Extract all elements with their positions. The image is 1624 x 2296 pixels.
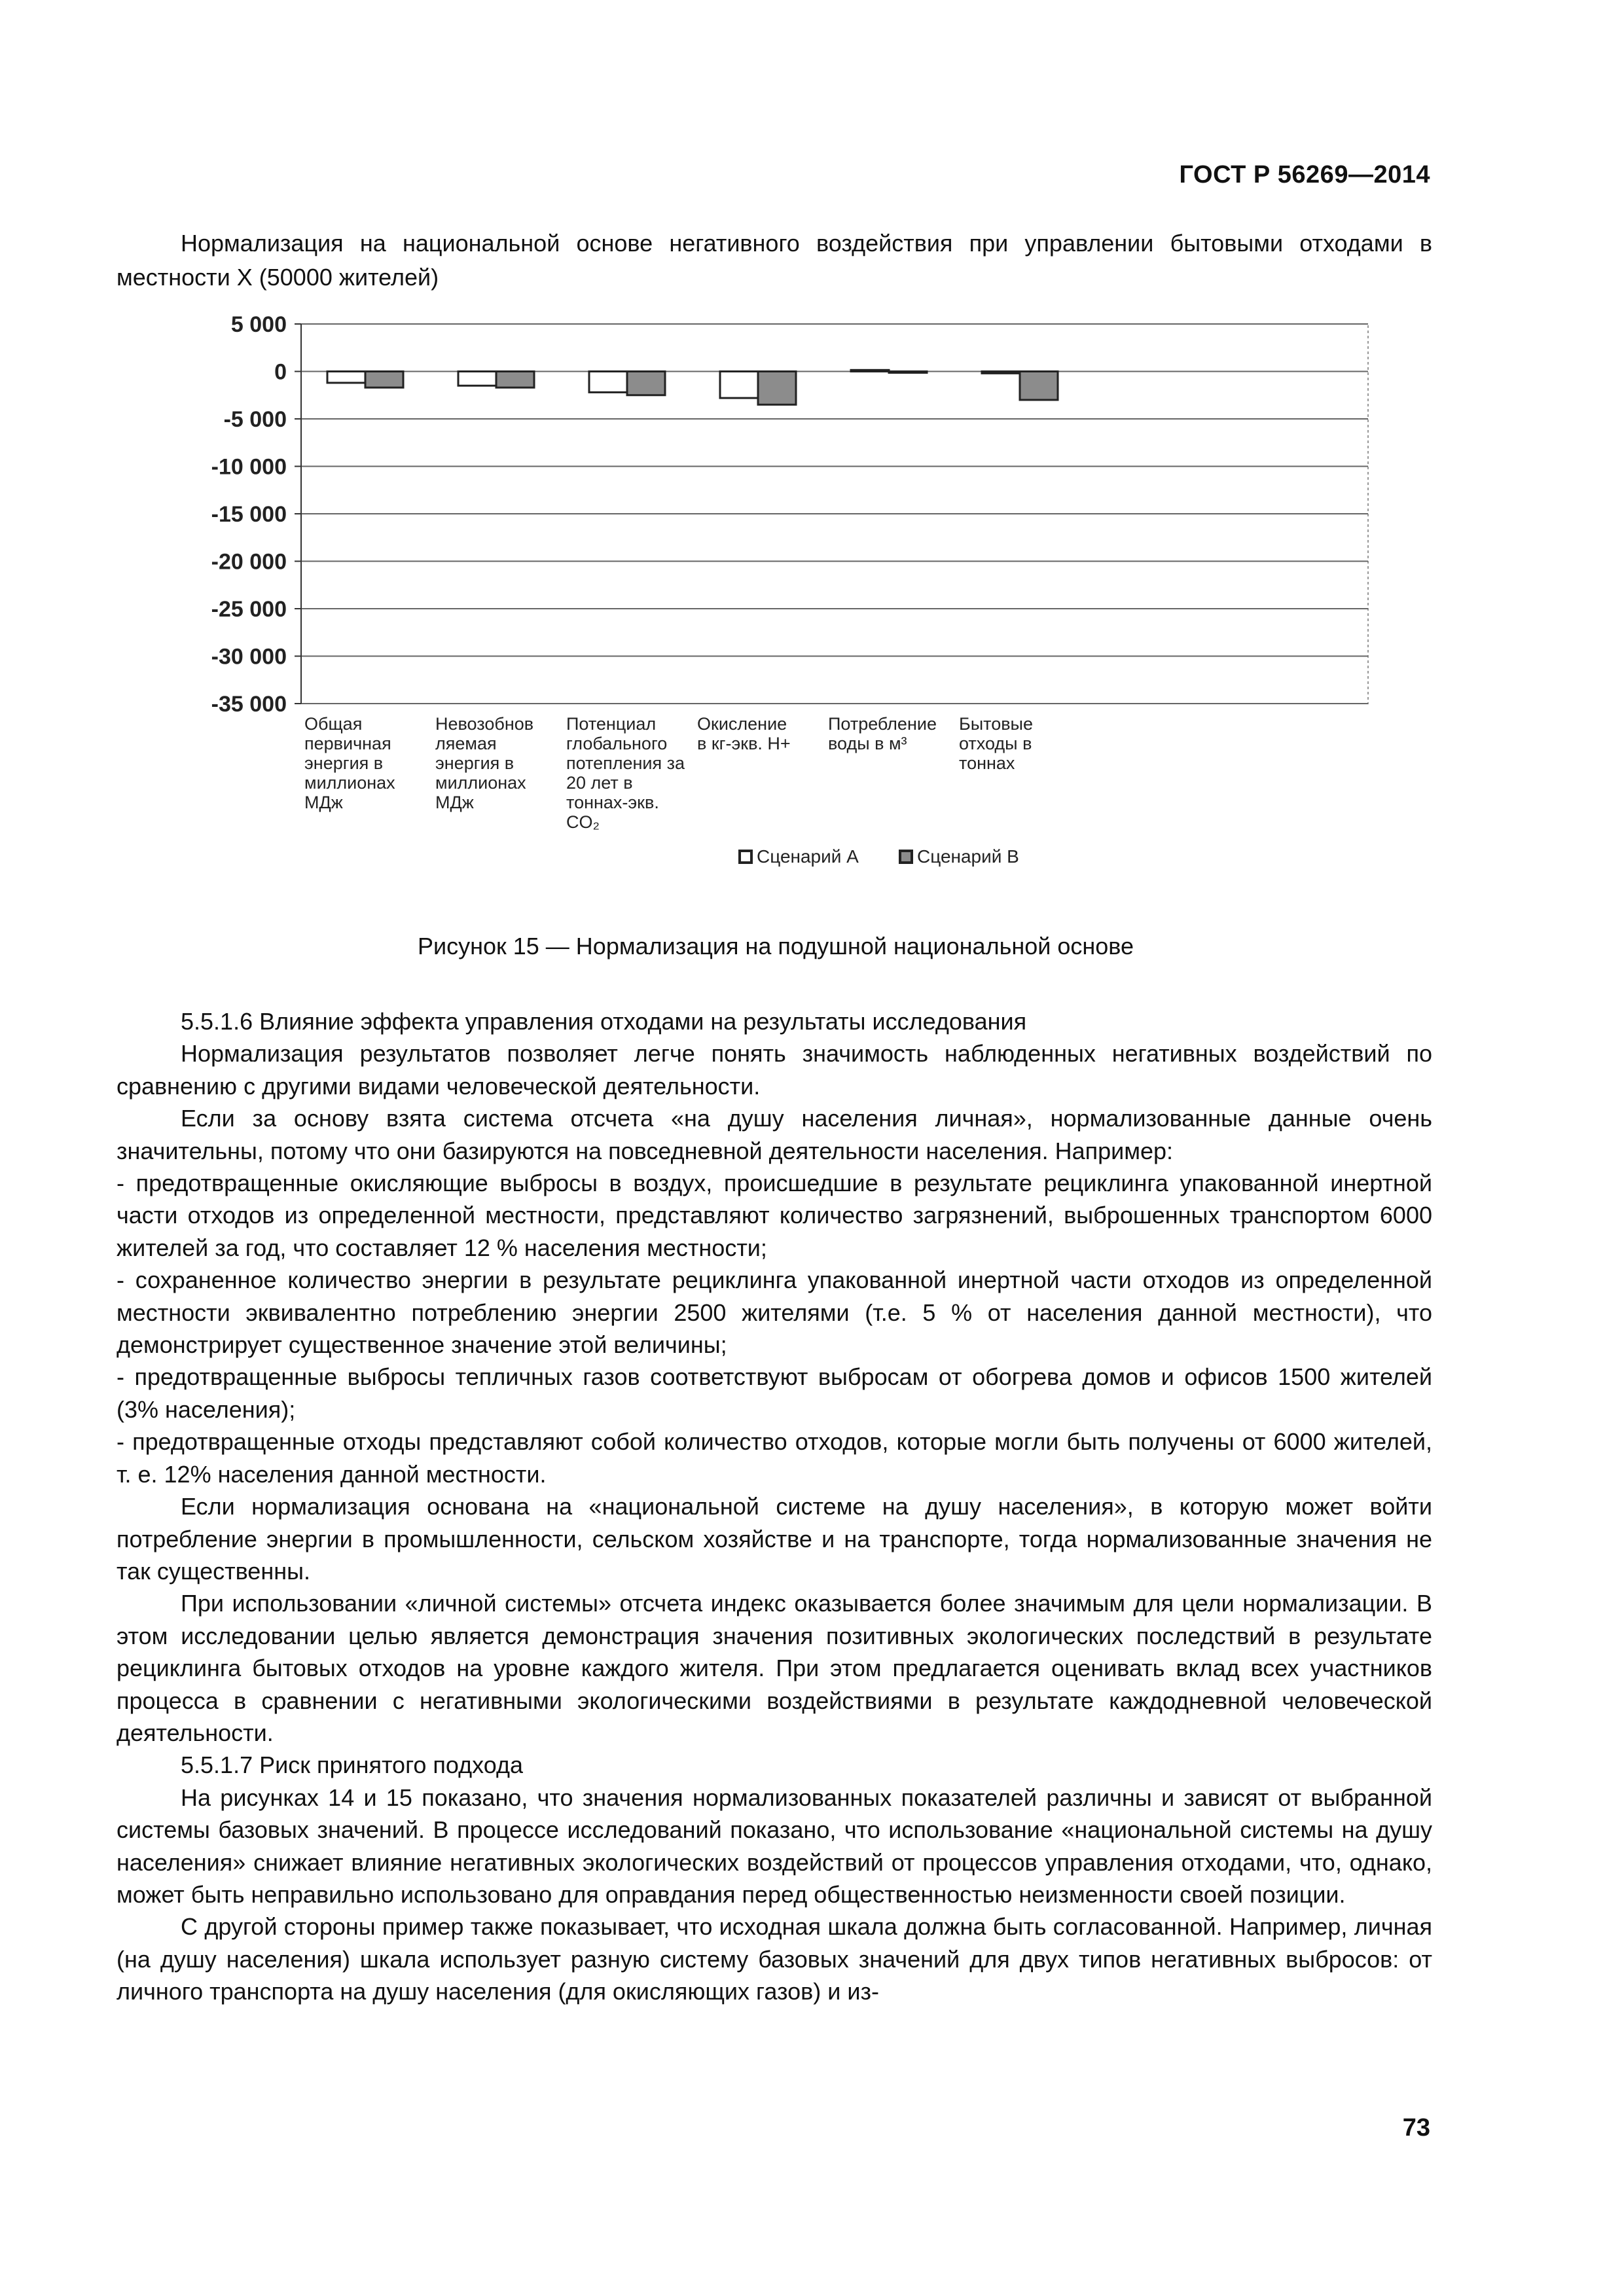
legend-swatch bbox=[900, 851, 912, 863]
category-label: первичная bbox=[304, 734, 391, 753]
category-label: Окисление bbox=[697, 714, 787, 734]
category-label: МДж bbox=[304, 793, 343, 812]
bar-a bbox=[327, 372, 365, 383]
paragraph: На рисунках 14 и 15 показано, что значения нормализованных показателей различны и зависят от выбранной системы базовых значений. В процессе исследований показано, что использование «национальной системы на душу населения» снижает влияние негативных экологических воздействий от процессов управления отходами, что, однако, может быть неправильно использовано для оправдания перед общественностью неизменности своей позиции. bbox=[117, 1784, 1432, 1908]
category-label: Потенциал bbox=[566, 714, 657, 734]
document-code: ГОСТ Р 56269—2014 bbox=[1179, 161, 1430, 188]
category-label: энергия в bbox=[304, 753, 384, 773]
bar-b bbox=[496, 372, 534, 388]
category-label: миллионах bbox=[435, 773, 526, 793]
y-tick-label: 0 bbox=[274, 359, 287, 385]
category-label: 20 лет в bbox=[566, 773, 633, 793]
chart-title: Нормализация на национальной основе негативного воздействия при управлении бытовыми отходами в местности X (50000 жителей) bbox=[117, 230, 1432, 291]
category-label: Невозобнов bbox=[435, 714, 534, 734]
category-label: потепления за bbox=[566, 753, 685, 773]
bar-a bbox=[589, 372, 627, 393]
figure-caption: Рисунок 15 — Нормализация на подушной национальной основе bbox=[417, 933, 1134, 960]
category-label: энергия в bbox=[435, 753, 514, 773]
bar-a bbox=[720, 372, 758, 399]
paragraph: При использовании «личной системы» отсчета индекс оказывается более значимым для цели нормализации. В этом исследовании целью является демонстрация значения позитивных экологических последствий в результате рециклинга бытовых отходов на уровне каждого жителя. При этом предлагается оценивать вклад всех участников процесса в сравнении с негативными экологическими воздействиями в результате каждодневной человеческой деятельности. bbox=[117, 1590, 1432, 1746]
category-label: МДж bbox=[435, 793, 474, 812]
y-tick-label: -15 000 bbox=[211, 502, 287, 527]
category-label: отходы в bbox=[959, 734, 1032, 753]
legend-label: Сценарий А bbox=[757, 846, 859, 867]
paragraph: - предотвращенные выбросы тепличных газов соответствуют выбросам от обогрева домов и офисов 1500 жителей (3% населения); bbox=[117, 1363, 1432, 1423]
bar-a bbox=[458, 372, 496, 386]
y-tick-label: -20 000 bbox=[211, 549, 287, 575]
category-label: глобального bbox=[566, 734, 668, 753]
category-label: в кг-экв. H+ bbox=[697, 734, 791, 753]
paragraph: Нормализация результатов позволяет легче понять значимость наблюденных негативных воздействий по сравнению с другими видами человеческой деятельности. bbox=[117, 1040, 1432, 1100]
bar-b bbox=[365, 372, 403, 388]
legend-label: Сценарий В bbox=[917, 846, 1019, 867]
y-tick-label: -10 000 bbox=[211, 454, 287, 480]
paragraph: - предотвращенные окисляющие выбросы в воздух, происшедшие в результате рециклинга упакованной инертной части отходов из определенной местности, представляют количество загрязнений, выброшенных транспортом 6000 жителей за год, что составляет 12 % населения местности; bbox=[117, 1170, 1432, 1261]
bar-b bbox=[889, 372, 927, 373]
paragraph: - предотвращенные отходы представляют собой количество отходов, которые могли быть получены от 6000 жителей, т. е. 12% населения данной местности. bbox=[117, 1428, 1432, 1488]
y-tick-label: -25 000 bbox=[211, 597, 287, 622]
bar-a bbox=[851, 370, 889, 371]
bar-chart bbox=[164, 288, 1407, 890]
body-text bbox=[117, 1005, 1432, 2008]
category-label: ляемая bbox=[435, 734, 497, 753]
bar-b bbox=[758, 372, 796, 405]
category-label: тоннах-экв. bbox=[566, 793, 659, 812]
paragraph: 5.5.1.6 Влияние эффекта управления отходами на результаты исследования bbox=[181, 1008, 1027, 1035]
y-tick-label: -5 000 bbox=[223, 407, 287, 432]
paragraph: Если за основу взята система отсчета «на душу населения личная», нормализованные данные очень значительны, потому что они базируются на повседневной деятельности населения. Например: bbox=[117, 1105, 1432, 1164]
paragraph: 5.5.1.7 Риск принятого подхода bbox=[181, 1751, 524, 1779]
y-tick-label: -35 000 bbox=[211, 692, 287, 717]
paragraph: С другой стороны пример также показывает, что исходная шкала должна быть согласованной. Например, личная (на душу населения) шкала использует разную систему базовых значений для двух типов негативных выбросов: от личного транспорта на душу населения (для окисляющих газов) и из- bbox=[117, 1913, 1432, 2005]
category-label: тоннах bbox=[959, 753, 1015, 773]
category-label: Потребление bbox=[828, 714, 937, 734]
y-tick-label: 5 000 bbox=[230, 312, 287, 337]
bar-b bbox=[1020, 372, 1058, 401]
category-label: Общая bbox=[304, 714, 363, 734]
category-label: миллионах bbox=[304, 773, 395, 793]
y-tick-label: -30 000 bbox=[211, 644, 287, 670]
legend-swatch bbox=[740, 851, 751, 863]
page-number: 73 bbox=[1402, 2114, 1430, 2142]
bar-b bbox=[627, 372, 665, 395]
category-label: Бытовые bbox=[959, 714, 1033, 734]
category-label: воды в м³ bbox=[828, 734, 907, 753]
paragraph: - сохраненное количество энергии в результате рециклинга упакованной инертной части отходов из определенной местности эквивалентно потреблению энергии 2500 жителями (т.е. 5 % от населения данной местности), что демонстрирует существенное значение этой величины; bbox=[117, 1266, 1432, 1359]
category-label: CO₂ bbox=[566, 812, 600, 832]
paragraph: Если нормализация основана на «национальной системе на душу населения», в которую может войти потребление энергии в промышленности, сельском хозяйстве и на транспорте, тогда нормализованные значения не так существенны. bbox=[117, 1493, 1432, 1585]
bar-a bbox=[982, 372, 1020, 374]
